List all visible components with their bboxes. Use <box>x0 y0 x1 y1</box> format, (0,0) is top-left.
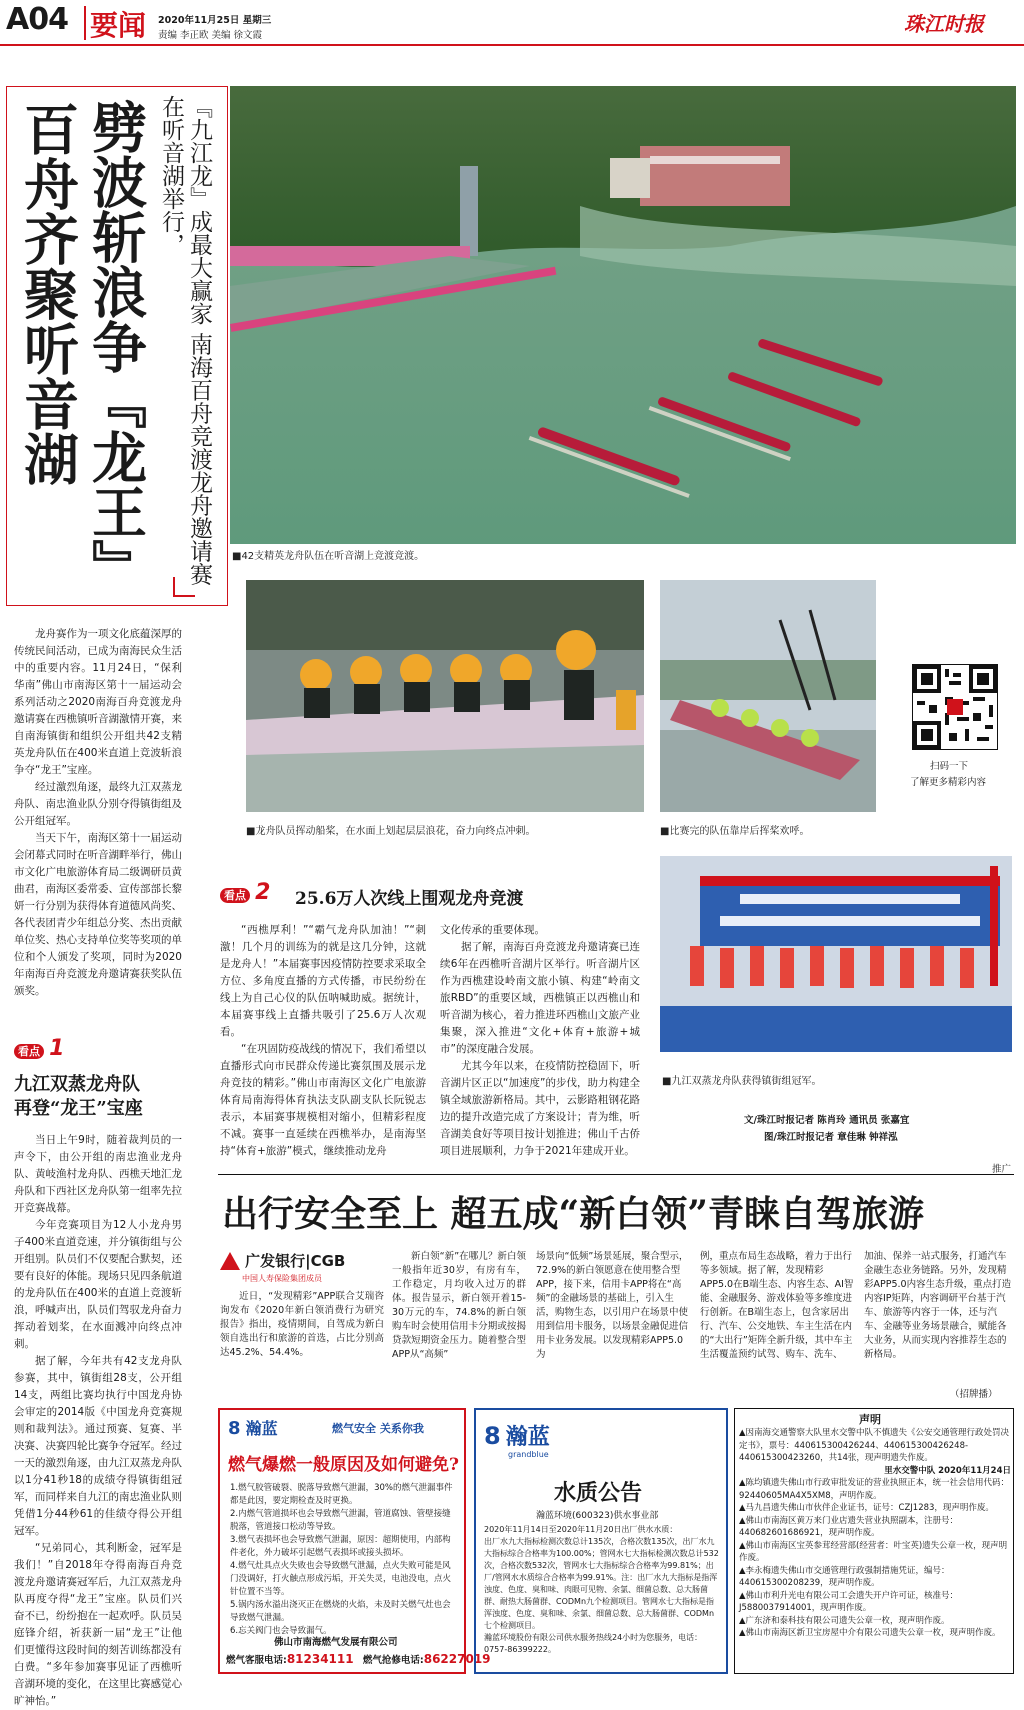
k1-p4: “兄弟同心，其利断金，冠军是我们！”自2018年夺得南海百舟竞渡龙舟邀请赛冠军后，九江双蒸龙舟队再度夺得“龙王”宝座。队员们兴奋不已，纷纷抱在一起欢呼。队员吴庭锋介绍，祈获新一届“龙王”让他们更懂得这段时间的刻苦训练都没有白费。“多年参加赛事见证了西樵听音湖环境的变化，在这里比赛感觉心旷神怡。” <box>14 1542 182 1707</box>
k2-c1: “西樵厚利！”“霸气龙舟队加油！”“刺激！几个月的训练为的就是这几分钟，这就是龙舟人！”本届赛事因疫情防控要求采取全方位、多角度直播的方式传播，市民纷纷在线上为自己心仪的队伍呐喊助威。据统计，本届赛事线上直播共吸引了25.6万人次观看。 <box>220 924 426 1038</box>
k2-c2: “在巩固防疫战线的情况下，我们希望以直播形式向市民群众传递比赛氛围及展示龙舟竞技的精彩。”佛山市南海区文化广电旅游体育局南海得体育执法支队副支队长阮锐志表示，本届赛事规模相对缩小，但精彩程度不减。赛事一直延续在西樵举办，是南海坚持“体育+旅游”模式，继续推动龙舟 <box>220 1043 426 1157</box>
notice-item: ▲李永梅遗失佛山市交通管理行政强制措施凭证，编号：440615300208239，现声明作废。 <box>739 1565 950 1588</box>
kandian-1-tag <box>14 1036 64 1061</box>
water-footer: 瀚蓝环境股份有限公司供水服务热线24小时为您服务，电话：0757-86399222。 <box>484 1633 703 1654</box>
k1-p3: 据了解，今年共有42支龙舟队参赛，其中，镇街组28支，公开组14支，两组比赛均执行中国龙舟协会审定的2014版《中国龙舟竞赛规则和裁判法》。通过预赛、复赛、半决赛、决赛四轮比赛争夺冠军。经过一天的激烈角逐，由九江双蒸龙舟队以1分41秒18的成绩夺得镇街组冠军，而同样来自九江的南忠渔业队则凭借1分44秒61的佳绩夺得公开组冠军。 <box>14 1355 182 1537</box>
ad-end: （招牌播） <box>950 1389 998 1400</box>
k2-c3: 文化传承的重要体现。 <box>440 924 545 936</box>
bank-sub: 中国人寿保险集团成员 <box>242 1274 322 1283</box>
byline-1: 文/珠江时报记者 陈肖玲 通讯员 张嘉宜 <box>744 1115 910 1126</box>
gas-brand <box>228 1416 278 1439</box>
kandian-1-label: 看点 <box>14 1044 44 1059</box>
water-company: 瀚蓝环境(600323)供水事业部 <box>536 1511 659 1521</box>
gas-box <box>218 1408 491 1674</box>
ad-col-1 <box>220 1290 384 1400</box>
kandian-2-label: 看点 <box>220 888 250 903</box>
qr-line-2: 了解更多精彩内容 <box>910 777 987 788</box>
byline-2: 图/珠江时报记者 章佳琳 钟祥泓 <box>764 1132 898 1143</box>
cheering-photo <box>660 580 876 812</box>
lake-scene <box>230 86 1016 544</box>
notice-title: 声明 <box>859 1413 881 1426</box>
gas-title: 燃气爆燃一般原因及如何避免? <box>228 1455 459 1475</box>
caption-cheering: ■比赛完的队伍靠岸后挥桨欢呼。 <box>660 826 810 837</box>
paddlers-photo <box>246 580 644 812</box>
stage-scene <box>660 856 1012 1052</box>
intro-p1: 龙舟赛作为一项文化底蕴深厚的传统民间活动，已成为南海民众生活中的重要内容。11月24日，“保利华南”佛山市南海区第十一届运动会系列活动之2020南海百舟竞渡龙舟邀请赛在西樵镇听音湖激情开赛，来自南海镇街和组织公开组共42支精英龙舟队伍在400米直道上竞波斩浪争夺“龙王”宝座。 <box>14 628 182 776</box>
notice-box <box>734 1408 1014 1674</box>
water-body: 出厂水九大指标检测次数总计135次，合格次数135次，出厂水九大指标综合合格率为100.00%；管网水七大指标检测次数总计532次，合格次数532次，管网水七大指标综合合格率为99.81%；出厂/管网水水质综合合格率为99.91%。注：出厂水九大指标是指浑浊度、色度、臭和味、肉眼可见物、余氯、细菌总数、总大肠菌群、耐热大肠菌群、CODMn九个检测项目。管网水七大指标是指浑浊度、色度、臭和味、余氯、细菌总数、总大肠菌群、CODMn七个检测项目。 <box>484 1537 719 1630</box>
masthead-rule <box>0 44 1024 46</box>
gas-hotlines <box>226 1652 491 1666</box>
water-logo-icon: 8 <box>484 1422 501 1450</box>
issue-date: 2020年11月25日 星期三 <box>158 15 272 26</box>
ad-rule <box>218 1174 1014 1175</box>
ad-col-4 <box>700 1250 854 1400</box>
stage-photo <box>660 856 1012 1052</box>
corner-mark <box>173 577 195 597</box>
ad-col-3 <box>536 1250 690 1400</box>
caption-stage: ■九江双蒸龙舟队获得镇街组冠军。 <box>662 1076 822 1087</box>
water-body-wrap <box>484 1524 720 1670</box>
kandian-1-title-1: 九江双蒸龙舟队 <box>14 1074 140 1095</box>
caption-paddlers: ■龙舟队员挥动船桨，在水面上划起层层浪花，奋力向终点冲刺。 <box>246 826 536 837</box>
gas-item: 5.锅内汤水溢出浇灭正在燃烧的火焰，未及时关燃气灶也会导致燃气泄漏。 <box>230 1600 451 1623</box>
ad-col-2 <box>392 1250 526 1400</box>
gas-items <box>230 1482 456 1638</box>
gas-item: 4.燃气灶具点火失败也会导致燃气泄漏，点火失败可能是风门没调好，打火触点形成污垢，开关失灵，电池没电，点火针位置不当等。 <box>230 1561 452 1597</box>
ad-c4: 例，重点布局生态战略，着力于出行等多领域。据了解，发现精彩APP5.0在B端生态、内容生态、AI智能、金融服务、游戏体验等多维度进行创新。在B端生态上，包含家居出行、汽车、公交地铁、车主生活在内的“大出行”矩阵全新升级，其中车主生活覆盖预约试驾、购车、洗车、 <box>700 1251 854 1360</box>
bank-icon <box>220 1252 240 1270</box>
masthead-divider <box>84 6 86 40</box>
k1-p1: 当日上午9时，随着裁判员的一声令下，由公开组的南忠渔业龙舟队、黄岐渔村龙舟队、西樵天地汇龙舟队和下西社区龙舟队第一组率先拉开竞赛战幕。 <box>14 1134 182 1214</box>
notice-item: ▲因南海交通警察大队里水交警中队不慎遗失《公安交通管理行政处罚决定书》，票号：440615300426244、440615300426248-440615300423260，共14张，现声明遗失作废。 <box>739 1428 1010 1463</box>
notice-item: ▲陈均镇遗失佛山市行政审批发证的营业执照正本，统一社会信用代码：92440605MA4X5XM8，声明作废。 <box>739 1478 1010 1501</box>
kandian-1-title-2: 再登“龙王”宝座 <box>14 1098 143 1119</box>
kandian-2-col-2 <box>440 922 640 1157</box>
page-number: A04 <box>6 2 68 37</box>
gas-item: 1.燃气胶管破裂、脱落导致燃气泄漏，30%的燃气泄漏事件都是此因，要定期检查及时更换。 <box>230 1483 453 1506</box>
gas-hotline: 81234111 <box>286 1652 354 1666</box>
gas-rescue-label: 燃气抢修电话: <box>362 1655 424 1666</box>
kandian-2-col-1 <box>220 922 426 1157</box>
kandian-2-num: 2 <box>255 880 271 905</box>
k2-c5: 尤其今年以来，在疫情防控稳固下，听音湖片区正以“加速度”的步伐，助力构建全镇全域旅游新格局。其中，云影路粗钢花路边的提升改造完成了方案设计；青为维，听音湖美食好等项目按计划推进；佛山千古侨项目进展顺利，力争于2021年建成开业。 <box>440 1060 640 1157</box>
kandian-2-tag <box>220 880 270 905</box>
kandian-1-text <box>14 1132 182 1707</box>
water-box <box>474 1408 728 1674</box>
notice-item: ▲佛山市南海区宝英参茸经营部(经营者：叶宝英)遗失公章一枚，现声明作废。 <box>739 1540 1008 1563</box>
gas-item: 2.内燃气管道损坏也会导致燃气泄漏，管道腐蚀、管壁接缝脱落，管道接口松动等导致。 <box>230 1509 451 1532</box>
gas-item: 6.忘关阀门也会导致漏气。 <box>230 1626 332 1636</box>
gas-item: 3.燃气表损坏也会导致燃气泄漏，原因：超期使用，内部构件老化，外力破坏引起燃气表损坏或接头损坏。 <box>230 1535 451 1558</box>
paper-logo: 珠江时报 <box>904 12 984 36</box>
gas-slogan: 燃气安全 关系你我 <box>332 1422 424 1435</box>
notice-items <box>739 1427 1011 1671</box>
gas-brand-name: 瀚蓝 <box>245 1419 278 1438</box>
kandian-2-title: 25.6万人次线上围观龙舟竞渡 <box>295 889 524 909</box>
editors: 责编 李正欧 美编 徐文霞 <box>158 30 263 41</box>
intro-text <box>14 626 182 1000</box>
notice-item: ▲佛山市南海区新卫宝房屋中介有限公司遗失公章一枚，现声明作废。 <box>739 1628 1001 1638</box>
caption-main-photo: ■42支精英龙舟队伍在听音湖上竞渡竞渡。 <box>232 551 425 562</box>
water-title: 水质公告 <box>554 1480 643 1506</box>
qr-pattern <box>913 665 997 749</box>
qr-code[interactable] <box>912 664 998 750</box>
paddlers-scene <box>246 580 644 812</box>
notice-item: ▲佛山市南海区黄万来门业店遗失营业执照副本，注册号：440682601686921，现声明作废。 <box>739 1515 959 1538</box>
ad-c2: 新白领“新”在哪儿？新白领一般指年近30岁，有房有车，工作稳定，月均收入过万的群体。报告显示，新白领开着15-30万元的车，74.8%的新白领购车时会使用信用卡分期或按揭贷款短期资金压力。随着整合型APP从“高频” <box>392 1251 526 1360</box>
intro-p2: 经过激烈角逐，最终九江双蒸龙舟队、南忠渔业队分别夺得镇街组及公开组冠军。 <box>14 781 182 827</box>
headline-box <box>6 86 228 606</box>
ad-c3: 场景向“低频”场景延展，聚合型示，72.9%的新白领愿意在使用整合型APP，接下来，信用卡APP将在“高频”的金融场景的基础上，引入生活，购物生态，以引用户在场景中使用到信用卡服务，以场景金融促进信用卡业务发展。以发现精彩APP5.0为 <box>536 1251 689 1360</box>
k1-p2: 今年竞赛项目为12人小龙舟男子400米直道竞速，并分镇街组与公开组别。队员们不仅要配合默契，还要有良好的体能。现场只见四条航道的龙舟队伍在400米的直道上竞渡斩浪，呼喊声出，队员们驾驭龙舟奋力挥动着划桨，在水面溅冲向终点冲刺。 <box>14 1219 182 1350</box>
gas-logo-icon: 8 <box>228 1418 241 1439</box>
headline-main-2: 百舟齐聚听音湖 <box>15 101 80 486</box>
ad-c1: 近日，“发现精彩”APP联合艾瑞咨询发布《2020年新白领消费行为研究报告》指出，疫情期间，自驾成为新白领自选出行和旅游的首选，占比分别高达45.2%、54.4%。 <box>220 1291 384 1358</box>
gas-hotline-label: 燃气客服电话: <box>226 1655 287 1666</box>
section-title: 要闻 <box>90 9 147 42</box>
k2-c4: 据了解，南海百舟竞渡龙舟邀请赛已连续6年在西樵听音湖片区举行。听音湖片区作为西樵建设岭南文旅小镇、构建“岭南文旅RBD”的重要区域，西樵镇正以西樵山和听音湖为核心，着力推进环西樵山文旅产业集聚，深入推进“文化+体育+旅游+城市”的深度融合发展。 <box>440 941 640 1055</box>
notice-item: ▲马九昌遗失佛山市伙伴企业证书，证号：CZJ1283，现声明作废。 <box>739 1503 994 1513</box>
intro-p3: 当天下午，南海区第十一届运动会闭幕式同时在听音湖畔举行，佛山市文化广电旅游体育局二级调研员黄曲君，南海区委常委、宣传部部长黎妍一行分别为获得体育道德风尚奖、各代表团青少年组总分奖、杰出贡献单位奖、热心支持单位奖等奖项的单位和个人颁发了奖项，同时为2020年南海百舟竞渡龙舟邀请赛获奖队伍颁奖。 <box>14 832 182 997</box>
headline-subtitle: 『九江龙』成最大赢家 南海百舟竞渡龙舟邀请赛在听音湖举行， <box>158 95 212 586</box>
notice-item: ▲广东济和泰科技有限公司遗失公章一枚，现声明作废。 <box>739 1615 950 1626</box>
headline-main-1: 劈波斩浪争『龙王』 <box>83 99 148 594</box>
gas-rescue: 86227019 <box>423 1652 491 1666</box>
main-photo <box>230 86 1016 544</box>
water-brand-name: 瀚蓝 <box>505 1425 550 1450</box>
gas-company: 佛山市南海燃气发展有限公司 <box>274 1637 398 1648</box>
qr-line-1: 扫码一下 <box>930 761 969 772</box>
notice-item: ▲佛山市利升光电有限公司工会遗失开户许可证，核准号：J5880037914001，现声明作废。 <box>739 1590 959 1613</box>
bank-logo <box>220 1250 345 1271</box>
water-brand-en: grandblue <box>508 1450 549 1459</box>
ad-c5: 加油、保养一站式服务，打通汽车金融生态业务链路。另外，发现精彩APP5.0内容生态升级，重点打造内容IP矩阵，内容调研平台基于汽车、旅游等内容于一体，还与汽车、金融等业务场景融合，赋能各大业务，从而实现内容推荐生态的新格局。 <box>864 1251 1012 1360</box>
bank-name: 广发银行|CGB <box>245 1252 346 1270</box>
water-period: 2020年11月14日至2020年11月20日出厂供水水质： <box>484 1525 678 1534</box>
ad-col-5 <box>864 1250 1014 1386</box>
kandian-1-num: 1 <box>49 1036 65 1061</box>
water-brand <box>484 1420 550 1451</box>
ad-label: 推广 <box>992 1164 1012 1175</box>
notice-item: 里水交警中队 2020年11月24日 <box>884 1465 1011 1476</box>
cheering-scene <box>660 580 876 812</box>
ad-headline: 出行安全至上 超五成“新白领”青睐自驾旅游 <box>222 1193 924 1235</box>
